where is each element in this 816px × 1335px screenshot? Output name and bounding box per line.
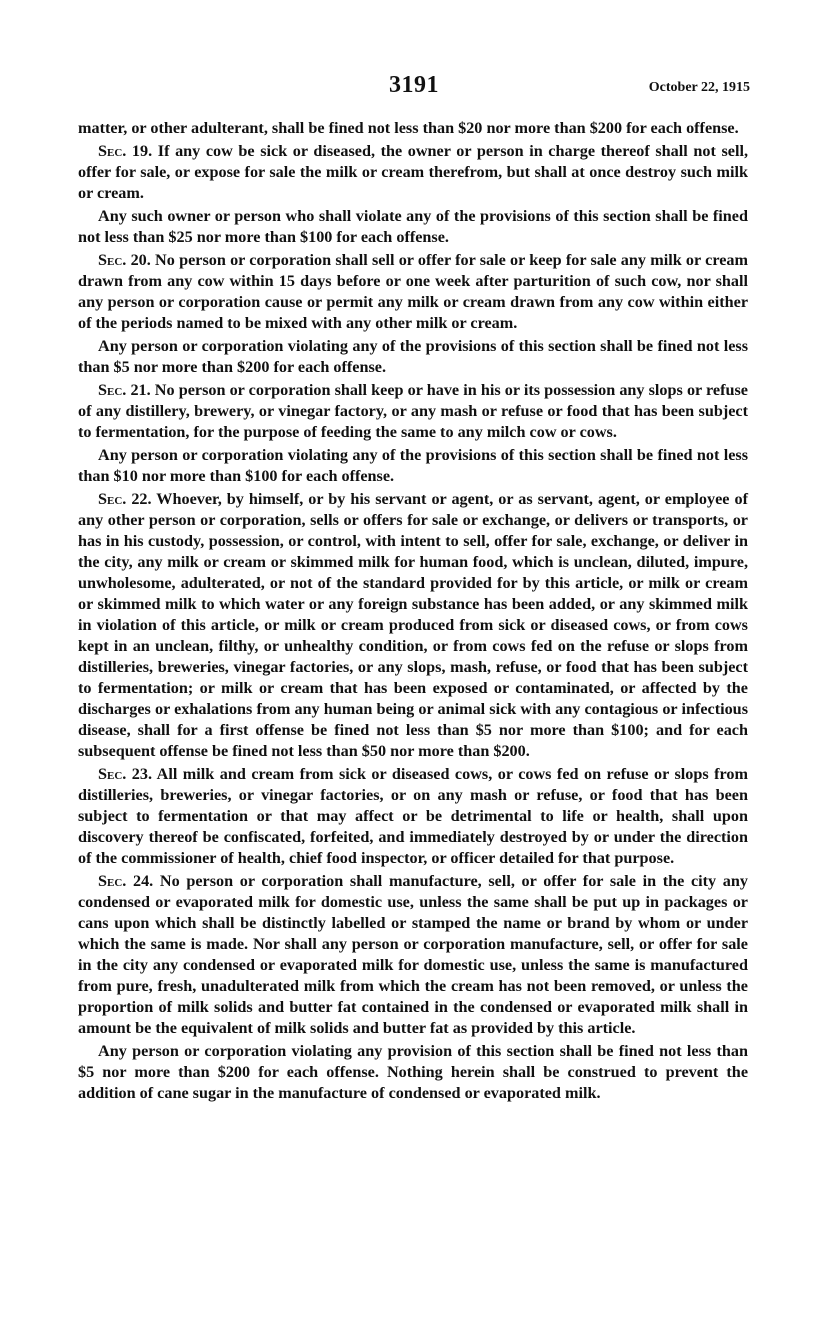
section-label: Sec. 19. [98, 142, 153, 160]
section-label: Sec. 23. [98, 765, 153, 783]
section-19-penalty [78, 206, 748, 248]
paragraph-text: If any cow be sick or diseased, the owner or person in charge thereof shall not sell, offer for sale, or expose for sale the milk or cream therefrom, but shall at once destroy such milk or cream. [78, 142, 748, 202]
paragraph-continuation [78, 118, 748, 139]
paragraph-text: No person or corporation shall manufacture, sell, or offer for sale in the city any condensed or evaporated milk for domestic use, unless the same shall be put up in packages or cans upon which shall be distinctly labelled or stamped the name or brand by whom or under which the same is made. Nor shall any person or corporation manufacture, sell, or offer for sale in the city any condensed or evaporated milk for domestic use, unless the same is manufactured from pure, fresh, unadulterated milk from which the cream has not been removed, or unless the proportion of milk solids and butter fat contained in the condensed or evaporated milk shall in amount be the equivalent of milk solids and butter fat as provided by this article. [78, 872, 748, 1037]
page-number: 3191 [389, 72, 439, 98]
section-22 [78, 489, 748, 762]
paragraph-text: Whoever, by himself, or by his servant or agent, or as servant, agent, or employee of any other person or corporation, sells or offers for sale or exchange, or delivers or transports, or has in his custody, possession, or control, with intent to sell, offer for sale, exchange, or deliver in the city, any milk or cream or skimmed milk for human food, which is unclean, diluted, impure, unwholesome, adulterated, or not of the standard provided for by this article, or milk or cream or skimmed milk to which water or any foreign substance has been added, or any skimmed milk in violation of this article, or milk or cream produced from sick or diseased cows, or from cows kept in an unclean, filthy, or unhealthy condition, or from cows fed on the refuse or slops from distilleries, breweries, vinegar factories, or any slops, mash, refuse, or food that has been subject to fermentation; or milk or cream that has been exposed or contaminated, or affected by the discharges or exhalations from any human being or animal sick with any contagious or infectious disease, shall for a first offense be fined not less than $5 nor more than $100; and for each subsequent offense be fined not less than $50 nor more than $200. [78, 490, 748, 760]
document-body [78, 118, 748, 1106]
paragraph-text: Any person or corporation violating any of the provisions of this section shall be fined not less than $5 nor more than $200 for each offense. [78, 337, 748, 376]
header-date: October 22, 1915 [648, 80, 750, 95]
paragraph-text: matter, or other adulterant, shall be fined not less than $20 nor more than $200 for each offense. [78, 119, 739, 137]
section-label: Sec. 21. [98, 381, 151, 399]
section-label: Sec. 22. [98, 490, 152, 508]
paragraph-text: All milk and cream from sick or diseased cows, or cows fed on refuse or slops from distilleries, breweries, or vinegar factories, or on any mash or refuse, or food that has been subject to fermentation or that may affect or be detrimental to life or health, shall upon discovery thereof be confiscated, forfeited, and immediately destroyed by or under the direction of the commissioner of health, chief food inspector, or officer detailed for that purpose. [78, 765, 748, 867]
paragraph-text: Any person or corporation violating any provision of this section shall be fined not less than $5 nor more than $200 for each offense. Nothing herein shall be construed to prevent the addition of cane sugar in the manufacture of condensed or evaporated milk. [78, 1042, 748, 1102]
section-24 [78, 871, 748, 1039]
section-24-penalty [78, 1041, 748, 1104]
section-label: Sec. 24. [98, 872, 154, 890]
section-20 [78, 250, 748, 334]
section-21-penalty [78, 445, 748, 487]
paragraph-text: No person or corporation shall sell or offer for sale or keep for sale any milk or cream drawn from any cow within 15 days before or one week after parturition of such cow, nor shall any person or corporation cause or permit any milk or cream drawn from any cow within either of the periods named to be mixed with any other milk or cream. [78, 251, 748, 332]
section-23 [78, 764, 748, 869]
section-20-penalty [78, 336, 748, 378]
section-21 [78, 380, 748, 443]
page-header [78, 72, 750, 102]
paragraph-text: Any such owner or person who shall violate any of the provisions of this section shall be fined not less than $25 nor more than $100 for each offense. [78, 207, 748, 246]
section-label: Sec. 20. [98, 251, 151, 269]
paragraph-text: No person or corporation shall keep or have in his or its possession any slops or refuse of any distillery, brewery, or vinegar factory, or any mash or refuse or food that has been subject to fermentation, for the purpose of feeding the same to any milch cow or cows. [78, 381, 748, 441]
paragraph-text: Any person or corporation violating any of the provisions of this section shall be fined not less than $10 nor more than $100 for each offense. [78, 446, 748, 485]
section-19 [78, 141, 748, 204]
